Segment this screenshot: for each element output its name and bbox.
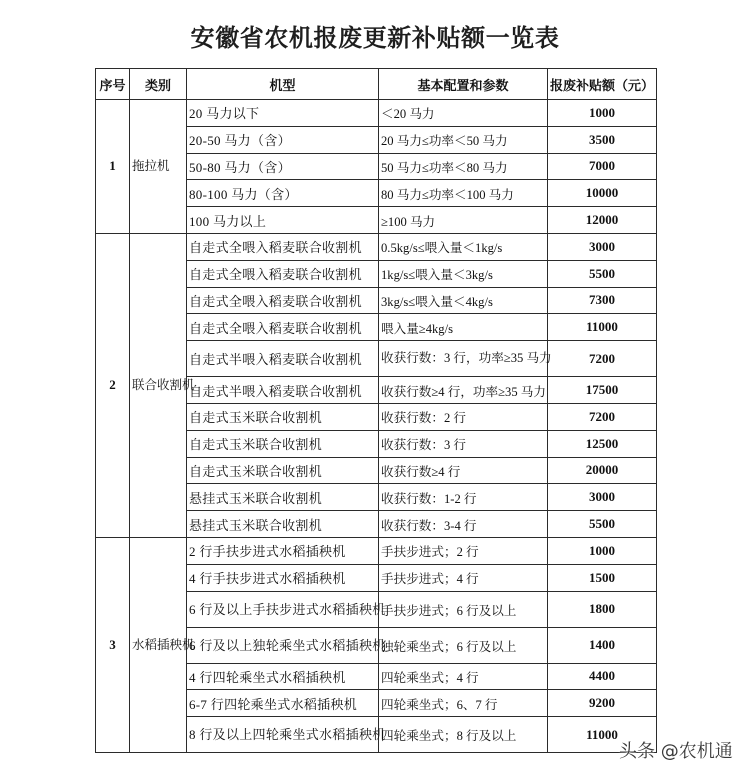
spec-cell: 0.5kg/s≤喂入量＜1kg/s: [379, 233, 548, 260]
model-cell: 100 马力以上: [187, 207, 379, 234]
spec-cell: 80 马力≤功率＜100 马力: [379, 180, 548, 207]
header-subsidy: 报废补贴额（元）: [548, 69, 657, 100]
table-row: [96, 100, 657, 127]
spec-cell: 四轮乘坐式；6、7 行: [379, 690, 548, 717]
subsidy-cell: 9200: [548, 690, 657, 717]
document-title: 安徽省农机报废更新补贴额一览表: [190, 24, 560, 52]
table-row: [96, 537, 657, 564]
subsidy-cell: 4400: [548, 663, 657, 690]
subsidy-cell: 11000: [548, 717, 657, 753]
spec-cell: 收获行数：3 行，功率≥35 马力: [379, 341, 548, 377]
spec-cell: 20 马力≤功率＜50 马力: [379, 126, 548, 153]
source-watermark: 头条 @农机通: [619, 741, 733, 762]
model-cell: 自走式全喂入稻麦联合收割机: [187, 233, 379, 260]
subsidy-cell: 1400: [548, 627, 657, 663]
subsidy-cell: 1500: [548, 564, 657, 591]
subsidy-cell: 7200: [548, 403, 657, 430]
model-cell: 6-7 行四轮乘坐式水稻插秧机: [187, 690, 379, 717]
subsidy-cell: 5500: [548, 260, 657, 287]
spec-cell: 独轮乘坐式；6 行及以上: [379, 627, 548, 663]
model-cell: 自走式玉米联合收割机: [187, 403, 379, 430]
spec-cell: 50 马力≤功率＜80 马力: [379, 153, 548, 180]
spec-cell: 四轮乘坐式；4 行: [379, 663, 548, 690]
subsidy-cell: 7000: [548, 153, 657, 180]
header-category: 类别: [130, 69, 187, 100]
model-cell: 6 行及以上手扶步进式水稻插秧机: [187, 591, 379, 627]
group-number: 1: [96, 100, 130, 234]
subsidy-cell: 1800: [548, 591, 657, 627]
spec-cell: 喂入量≥4kg/s: [379, 314, 548, 341]
header-row: [96, 69, 657, 100]
spec-cell: 收获行数：1-2 行: [379, 484, 548, 511]
model-cell: 自走式全喂入稻麦联合收割机: [187, 260, 379, 287]
model-cell: 自走式玉米联合收割机: [187, 430, 379, 457]
subsidy-table: [95, 68, 657, 753]
model-cell: 6 行及以上独轮乘坐式水稻插秧机: [187, 627, 379, 663]
subsidy-cell: 3000: [548, 484, 657, 511]
subsidy-cell: 7300: [548, 287, 657, 314]
model-cell: 80-100 马力（含）: [187, 180, 379, 207]
spec-cell: 收获行数：2 行: [379, 403, 548, 430]
subsidy-cell: 3000: [548, 233, 657, 260]
subsidy-cell: 10000: [548, 180, 657, 207]
model-cell: 自走式半喂入稻麦联合收割机: [187, 341, 379, 377]
spec-cell: 1kg/s≤喂入量＜3kg/s: [379, 260, 548, 287]
spec-cell: 收获行数：3 行: [379, 430, 548, 457]
model-cell: 4 行手扶步进式水稻插秧机: [187, 564, 379, 591]
subsidy-cell: 11000: [548, 314, 657, 341]
spec-cell: 收获行数≥4 行，功率≥35 马力: [379, 377, 548, 404]
header-model: 机型: [187, 69, 379, 100]
group-number: 2: [96, 233, 130, 537]
spec-cell: 手扶步进式；2 行: [379, 537, 548, 564]
table-row: [96, 233, 657, 260]
spec-cell: ＜20 马力: [379, 100, 548, 127]
subsidy-cell: 7200: [548, 341, 657, 377]
model-cell: 20-50 马力（含）: [187, 126, 379, 153]
subsidy-cell: 17500: [548, 377, 657, 404]
model-cell: 2 行手扶步进式水稻插秧机: [187, 537, 379, 564]
model-cell: 悬挂式玉米联合收割机: [187, 484, 379, 511]
model-cell: 自走式全喂入稻麦联合收割机: [187, 287, 379, 314]
subsidy-cell: 12000: [548, 207, 657, 234]
spec-cell: 手扶步进式；4 行: [379, 564, 548, 591]
spec-cell: 收获行数：3-4 行: [379, 511, 548, 538]
group-category: 水稻插秧机: [130, 537, 187, 752]
model-cell: 50-80 马力（含）: [187, 153, 379, 180]
spec-cell: 3kg/s≤喂入量＜4kg/s: [379, 287, 548, 314]
subsidy-cell: 12500: [548, 430, 657, 457]
model-cell: 悬挂式玉米联合收割机: [187, 511, 379, 538]
model-cell: 20 马力以下: [187, 100, 379, 127]
model-cell: 4 行四轮乘坐式水稻插秧机: [187, 663, 379, 690]
group-category: 拖拉机: [130, 100, 187, 234]
spec-cell: 手扶步进式；6 行及以上: [379, 591, 548, 627]
subsidy-cell: 1000: [548, 537, 657, 564]
header-no: 序号: [96, 69, 130, 100]
subsidy-cell: 20000: [548, 457, 657, 484]
model-cell: 自走式半喂入稻麦联合收割机: [187, 377, 379, 404]
spec-cell: 收获行数≥4 行: [379, 457, 548, 484]
subsidy-cell: 1000: [548, 100, 657, 127]
group-category: 联合收割机: [130, 233, 187, 537]
header-spec: 基本配置和参数: [379, 69, 548, 100]
model-cell: 8 行及以上四轮乘坐式水稻插秧机: [187, 717, 379, 753]
subsidy-cell: 5500: [548, 511, 657, 538]
group-number: 3: [96, 537, 130, 752]
spec-cell: 四轮乘坐式；8 行及以上: [379, 717, 548, 753]
model-cell: 自走式全喂入稻麦联合收割机: [187, 314, 379, 341]
spec-cell: ≥100 马力: [379, 207, 548, 234]
subsidy-cell: 3500: [548, 126, 657, 153]
model-cell: 自走式玉米联合收割机: [187, 457, 379, 484]
